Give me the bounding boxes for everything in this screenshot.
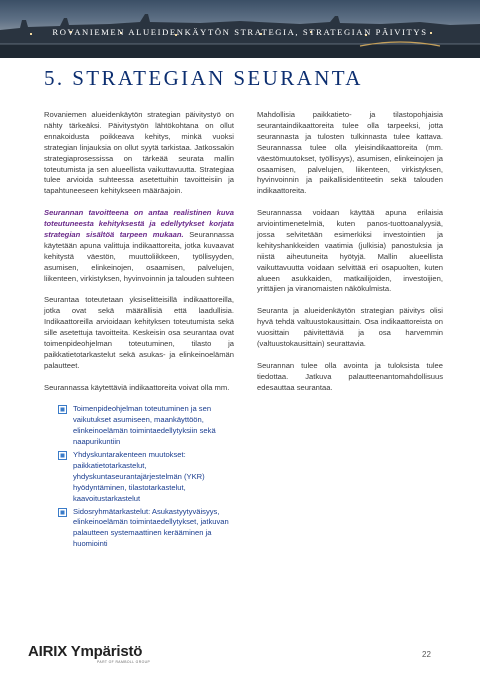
paragraph: Rovaniemen alueidenkäytön strategian päivitystyö on nähty tärkeäksi. Päivitystyön lähtökohtana on ollut ennakoidusta poikkeava kehitys, minkä vuoksi strategian linjauksia on ollut syytä tarkistaa. Jatkossakin strategiaprosessissa on tärkeää seurata mallin toteutumista ja sen alueellista vaikuttavuutta. Strategiaa tulee arvioida suhteessa asetettuihin tavoitteisiin ja tapahtuneeseen kehitykseen määräajoin. [44,110,234,196]
square-bullet-icon [59,452,66,459]
paragraph: Seuranta ja alueidenkäytön strategian päivitys olisi hyvä tehdä valtuustokausittain. Osa indikaattoreista on vuosittain päivitettäviä ja osa harvemmin (valtuustokausittain) seurattavia. [257,306,443,348]
list-item [59,404,234,448]
right-column [257,110,443,404]
paragraph: Seurannassa voidaan käyttää apuna erilaisia arviointimenetelmiä, kuten panos-tuottoanalyysiä, jossa selvitetään esimerkiksi investointien ja kehityshankkeiden vaatimia (julkisia) panostuksia ja niistä aiheutuneita hyötyjä. Mallin alueellista vaikuttavuutta voidaan selvittää eri osapuolten, kuten alueen asukkaiden, matkailijoiden, investoijien, yrittäjien ja viranomaisten näkökulmista. [257,208,443,294]
paragraph-rest: Seurannassa käytetään apuna valittuja indikaattoreita, jotka kuvaavat kehitystä väestön, muuttoliikkeen, työllisyyden, asumisen, elinkeinojen, osaamisen, palvelujen, liikenteen, virkistyksen, hyvinvoinnin ja talouden suhteen [44,229,234,283]
square-bullet-icon [59,406,66,413]
list-item-text: Sidosryhmätarkastelut: Asukastyytyväisyys, elinkeinoelämän toimintaedellytykset, jatkuvan palautteen systemaattinen kerääminen ja huomiointi [73,506,229,549]
banner-title: ROVANIEMEN ALUEIDENKÄYTÖN STRATEGIA, STRATEGIAN PÄIVITYS [52,27,428,37]
paragraph [44,208,234,284]
paragraph: Mahdollisia paikkatieto- ja tilastopohjaisia seurantaindikaattoreita tulee olla tarpeeksi, jotta seurannasta ja tulosten tulkinnasta tulee kattava. Seurannassa tulee olla yleisindikaattoreita (mm. väestömuutokset, työllisyys), asumisen, elinkeinojen ja osaamisen, palvelujen, liikenteen, virkistyksen, hyvinvoinnin ja paikallisidentiteetin sekä talouden indikaattoreita. [257,110,443,196]
paragraph: Seurannassa käytettäviä indikaattoreita voivat olla mm. [44,382,230,392]
paragraph: Seurannan tulee olla avointa ja tuloksista tulee tiedottaa. Jatkuva palautteenantomahdollisuus edesauttaa seurantaa. [257,360,443,392]
left-column [44,110,234,552]
list-item-text: Toimenpideohjelman toteutuminen ja sen vaikutukset asumiseen, maankäyttöön, elinkeinoelämän toimintaedellytyksiin sekä naapurikuntiin [73,404,216,447]
square-bullet-icon [59,509,66,516]
company-logo-subtitle: PART OF RAMBOLL GROUP [97,660,151,664]
header-banner [0,0,480,58]
emphasis-text: Seurannan tavoitteena on antaa realistinen kuva toteutuneesta kehityksestä ja edellytykset korjata strategian sisältöä tarpeen mukaan. [44,208,234,239]
page-number: 22 [422,650,431,659]
paragraph: Seurantaa toteutetaan yksiselitteisillä indikaattoreilla, jotka ovat sekä määrällisiä että laadullisia. Indikaattoreilla arvioidaan kehityksen toteutumista sekä sille asetettuja tavoitteita. Keskeisin osa seurantaa ovat toimenpideohjelman toteutuminen, tilasto ja paikkatietotarkastelut sekä asukas- ja elinkeinoelämän palautteet. [44,295,234,370]
list-item [59,507,234,551]
indicator-list [44,404,234,550]
company-logo: AIRIX Ympäristö [28,643,143,660]
list-item-text: Yhdyskuntarakenteen muutokset: paikkatietotarkastelut, yhdyskuntaseurantajärjestelmän (YKR) hyödyntäminen, tilastotarkastelut, kaavoitustarkastelut [73,450,205,503]
page-heading: 5. STRATEGIAN SEURANTA [44,66,363,90]
list-item [59,450,234,505]
